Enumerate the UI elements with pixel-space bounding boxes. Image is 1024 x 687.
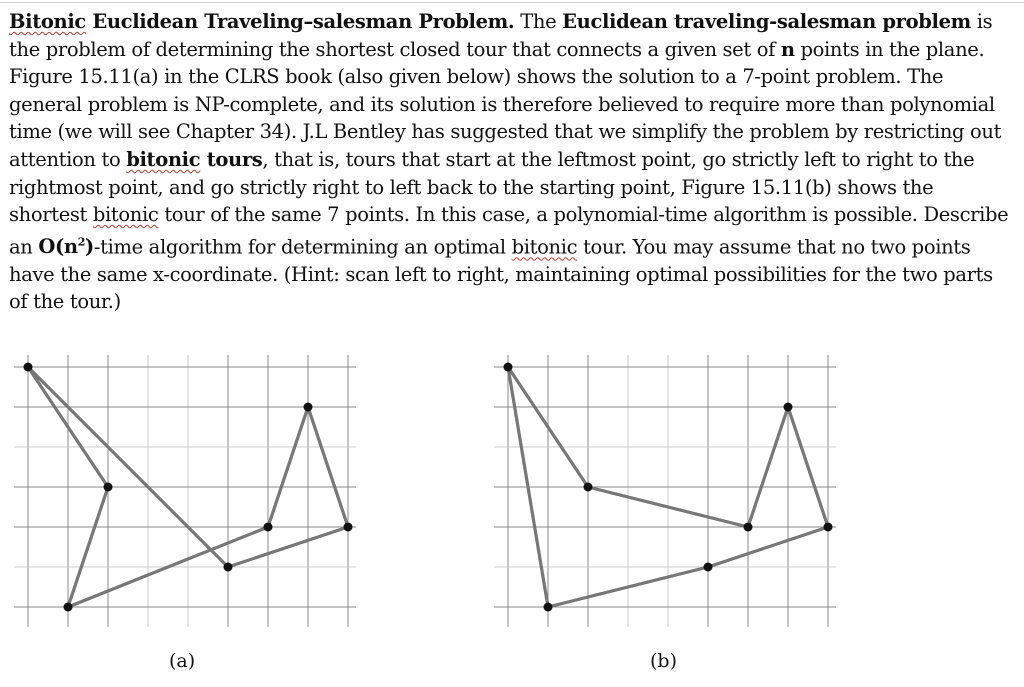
problem-statement [9, 8, 1014, 316]
figure-a-plot [8, 345, 370, 630]
tour-point [744, 523, 753, 532]
exponent: 2 [77, 235, 85, 249]
term-bitonic: bitonic [511, 235, 578, 259]
tour-point [224, 563, 233, 572]
tour-point [344, 523, 353, 532]
term-n: n [780, 37, 795, 61]
text-run: tour of the same 7 points. In this case, a polynomial-time algorithm is possible. Describe an [9, 203, 1009, 259]
tour-point [64, 603, 73, 612]
text-run: , that is, tours that start at the leftmost point, go strictly left to right to the rightmost point, and go strictly right to left back to the starting point, Figure 15.11(b) shows the shortest [9, 147, 975, 227]
figure-a [8, 345, 370, 630]
tour-point [264, 523, 273, 532]
caption-b: (b) [650, 650, 677, 672]
tour-point [704, 563, 713, 572]
term-etsp: Euclidean traveling-salesman problem [562, 10, 971, 33]
term-bitonic: bitonic [126, 147, 201, 171]
tour-point [544, 603, 553, 612]
term-tours: tours [200, 147, 263, 171]
term-bitonic: Bitonic [9, 10, 86, 33]
caption-a: (a) [169, 650, 196, 672]
text-run: The [514, 10, 563, 33]
text-run: is the problem of determining the shortest closed tour that connects a given set of [9, 10, 993, 61]
tour-point [304, 403, 313, 412]
tour-point [104, 483, 113, 492]
tour-point [504, 363, 513, 372]
title-rest: Euclidean Traveling–salesman Problem. [85, 10, 515, 33]
tour-point [784, 403, 793, 412]
complexity-big-o: $O(n^2)$ [38, 235, 94, 259]
top-rule [0, 2, 1024, 3]
text-run: points in the plane. Figure 15.11(a) in the CLRS book (also given below) shows the solution to a 7-point problem. The general problem is NP-complete, and its solution is therefore believed to require more than polynomial time (we will see Chapter 34). J.L Bentley has suggested that we simplify the problem by restricting out attention to [9, 37, 1002, 171]
figure-b [488, 345, 850, 630]
tour-point [584, 483, 593, 492]
figure-b-plot [488, 345, 850, 630]
term-bitonic: bitonic [92, 203, 159, 227]
tour-point [24, 363, 33, 372]
text-run: tour. You may assume that no two points have the same x-coordinate. (Hint: scan left to right, maintaining optimal possibilities for the two parts of the tour.) [9, 235, 993, 314]
tour-point [824, 523, 833, 532]
text-run: -time algorithm for determining an optimal [93, 235, 512, 259]
